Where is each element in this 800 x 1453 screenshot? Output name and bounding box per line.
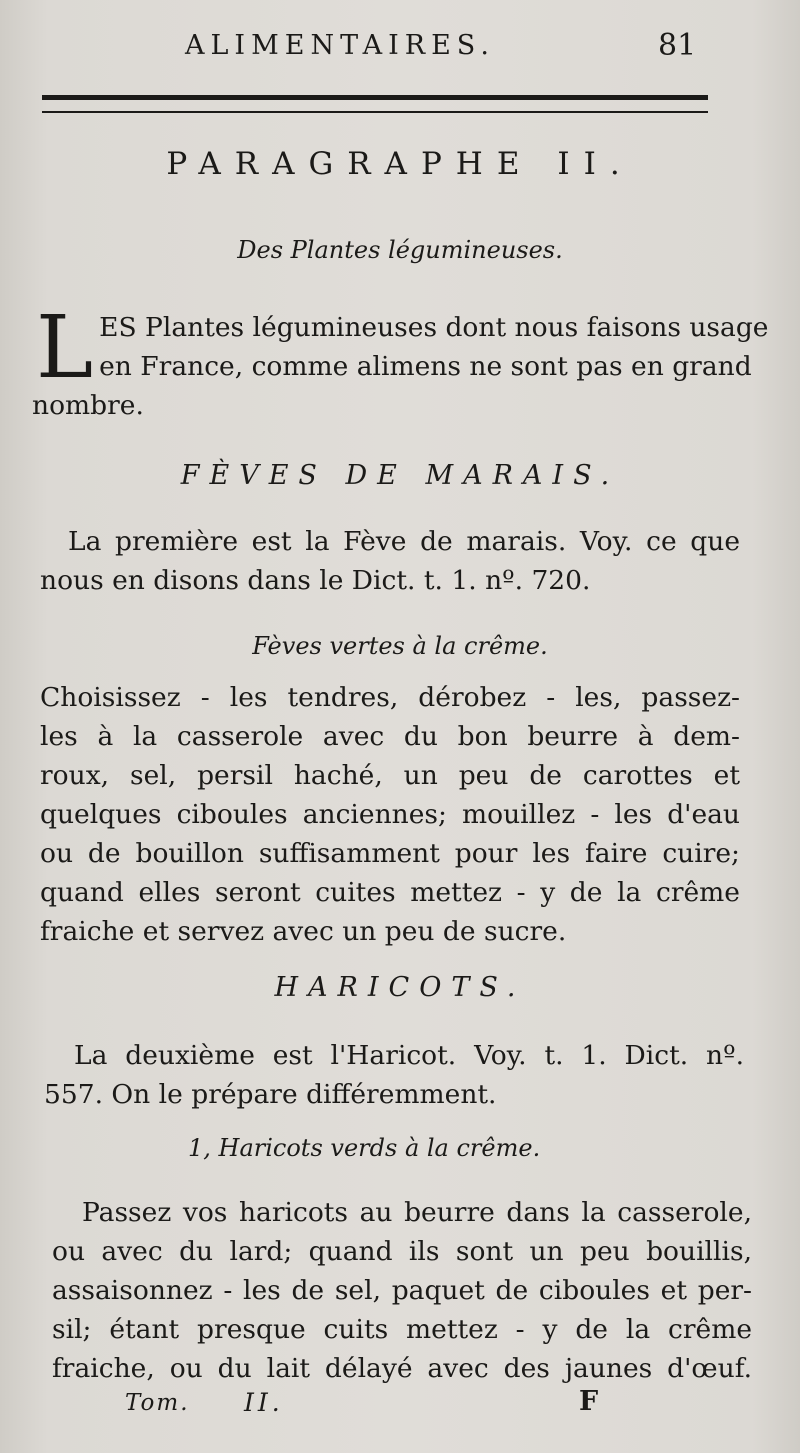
- section-title-haricots: HARICOTS.: [274, 972, 526, 1003]
- text-line: 557. On le prépare différemment.: [44, 1079, 497, 1110]
- text-line: assaisonnez - les de sel, paquet de ciboules et per-: [52, 1275, 752, 1306]
- text-line: ou de bouillon suffisamment pour les faire cuire;: [40, 838, 740, 869]
- footer-signature-mark: F: [579, 1386, 599, 1417]
- text-line: sil; étant presque cuits mettez - y de la crême: [52, 1314, 752, 1345]
- footer-tome-label: Tom.: [125, 1390, 190, 1416]
- text-line: ou avec du lard; quand ils sont un peu bouillis,: [52, 1236, 752, 1267]
- text-line: en France, comme alimens ne sont pas en grand: [99, 351, 752, 382]
- recipe-text-feves: [40, 678, 740, 951]
- text-line: fraiche et servez avec un peu de sucre.: [40, 916, 567, 947]
- section-text-haricots: [44, 1036, 744, 1114]
- text-line: quand elles seront cuites mettez - y de la crême: [40, 877, 740, 908]
- running-title: ALIMENTAIRES.: [185, 30, 495, 61]
- drop-cap: L: [36, 298, 94, 398]
- text-line: les à la casserole avec du bon beurre à dem-: [40, 721, 740, 752]
- footer-volume: II.: [244, 1388, 284, 1417]
- text-line: nombre.: [32, 390, 144, 421]
- recipe-title-feves: Fèves vertes à la crême.: [252, 632, 548, 660]
- recipe-title-haricots: 1, Haricots verds à la crême.: [188, 1134, 541, 1162]
- paragraph-heading: PARAGRAPHE II.: [166, 146, 634, 182]
- chapter-subheading: Des Plantes légumineuses.: [237, 236, 563, 264]
- text-line: La deuxième est l'Haricot. Voy. t. 1. Dict. nº.: [74, 1040, 744, 1071]
- text-line: quelques ciboules anciennes; mouillez - les d'eau: [40, 799, 740, 830]
- page-number: 81: [658, 28, 697, 63]
- text-line: roux, sel, persil haché, un peu de carottes et: [40, 760, 740, 791]
- text-line: Choisissez - les tendres, dérobez - les, passez-: [40, 682, 740, 713]
- section-text-feves: [40, 522, 740, 600]
- running-head: [0, 26, 800, 66]
- text-line: Passez vos haricots au beurre dans la casserole,: [82, 1197, 752, 1228]
- header-rule-thick: [42, 95, 708, 100]
- text-line: fraiche, ou du lait délayé avec des jaunes d'œuf.: [52, 1353, 752, 1384]
- section-title-feves: FÈVES DE MARAIS.: [180, 460, 620, 491]
- text-line: ES Plantes légumineuses dont nous faisons usage: [99, 312, 769, 343]
- header-rule-thin: [42, 111, 708, 113]
- text-line: La première est la Fève de marais. Voy. ce que: [68, 526, 740, 557]
- text-line: nous en disons dans le Dict. t. 1. nº. 720.: [40, 565, 591, 596]
- recipe-text-haricots: [52, 1193, 752, 1388]
- intro-paragraph: [32, 298, 769, 425]
